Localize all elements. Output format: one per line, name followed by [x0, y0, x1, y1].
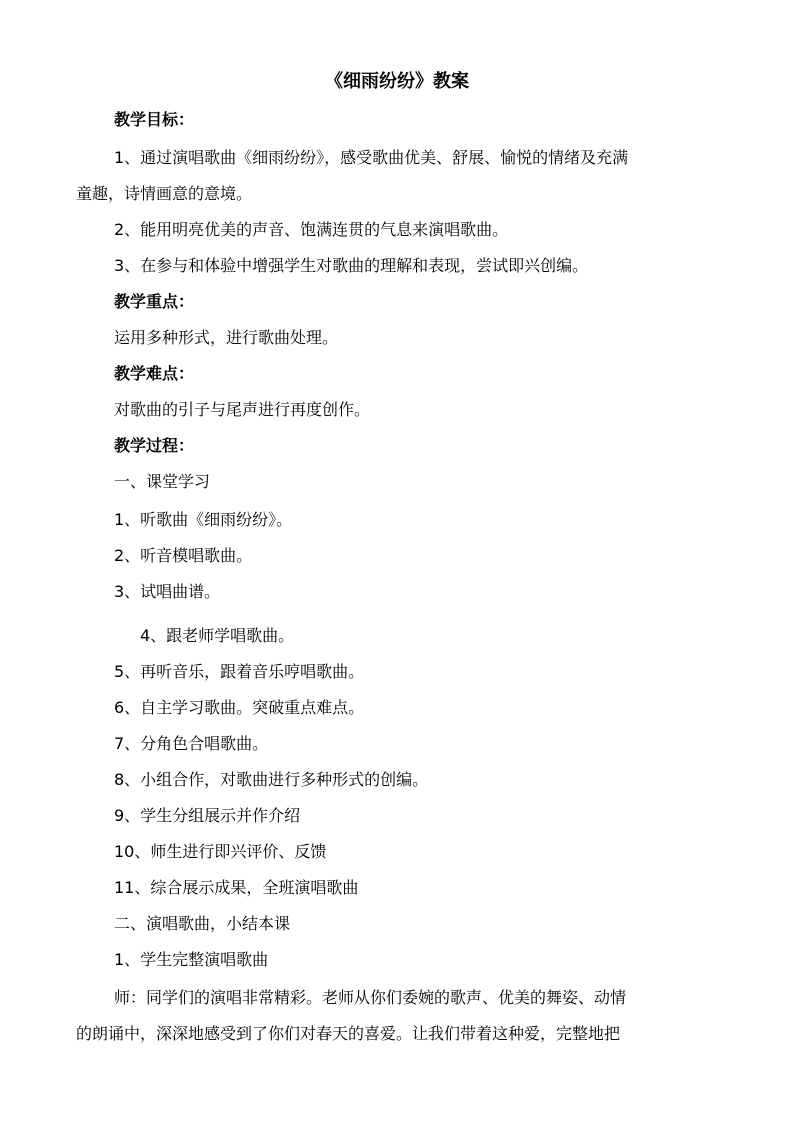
process-step-2: 2、听音模唱歌曲。: [114, 546, 253, 565]
heading-difficulties: 教学难点：: [114, 364, 195, 383]
process-step-9: 9、学生分组展示并作介绍: [114, 806, 301, 825]
document-title: 《细雨纷纷》教案: [325, 71, 469, 92]
teacher-speech-line-1: 师：同学们的演唱非常精彩。老师从你们委婉的歌声、优美的舞姿、动情: [114, 988, 627, 1007]
process-step-5: 5、再听音乐，跟着音乐哼唱歌曲。: [114, 662, 365, 681]
heading-teaching-goals: 教学目标：: [114, 110, 195, 129]
heading-key-points: 教学重点：: [114, 292, 195, 311]
process-step-8: 8、小组合作，对歌曲进行多种形式的创编。: [114, 770, 429, 789]
section-1-title: 一、课堂学习: [114, 472, 211, 491]
section-2-step-1: 1、学生完整演唱歌曲: [114, 950, 269, 969]
heading-teaching-process: 教学过程：: [114, 436, 195, 455]
process-step-10: 10、师生进行即兴评价、反馈: [114, 842, 327, 861]
process-step-7: 7、分角色合唱歌曲。: [114, 734, 269, 753]
teacher-speech-line-2: 的朗诵中，深深地感受到了你们对春天的喜爱。让我们带着这种爱，完整地把: [76, 1024, 621, 1043]
goal-1-line-1: 1、通过演唱歌曲《细雨纷纷》，感受歌曲优美、舒展、愉悦的情绪及充满: [114, 148, 629, 167]
difficulty-text: 对歌曲的引子与尾声进行再度创作。: [114, 400, 371, 419]
goal-2: 2、能用明亮优美的声音、饱满连贯的气息来演唱歌曲。: [114, 220, 509, 239]
process-step-11: 11、综合展示成果，全班演唱歌曲: [114, 878, 359, 897]
process-step-6: 6、自主学习歌曲。突破重点难点。: [114, 698, 365, 717]
goal-1-line-2: 童趣，诗情画意的意境。: [76, 184, 253, 203]
process-step-4: 4、跟老师学唱歌曲。: [140, 626, 295, 645]
section-2-title: 二、演唱歌曲，小结本课: [114, 914, 291, 933]
process-step-1: 1、听歌曲《细雨纷纷》。: [114, 510, 293, 529]
process-step-3: 3、试唱曲谱。: [114, 582, 221, 601]
key-point-text: 运用多种形式，进行歌曲处理。: [114, 328, 339, 347]
goal-3: 3、在参与和体验中增强学生对歌曲的理解和表现，尝试即兴创编。: [114, 256, 589, 275]
